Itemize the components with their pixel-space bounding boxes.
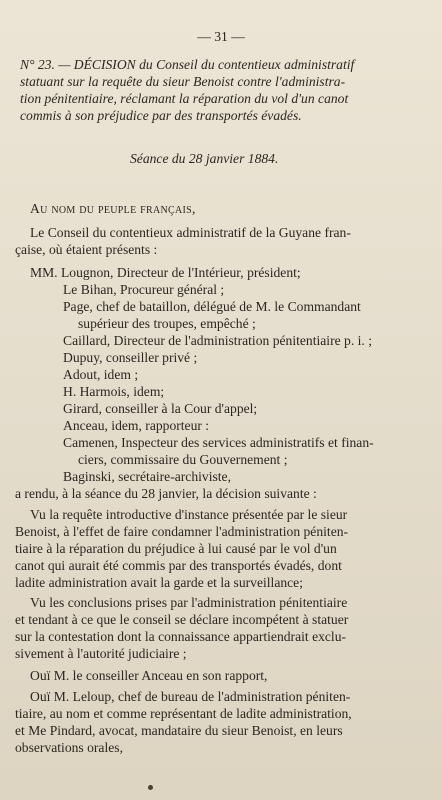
body-line: supérieur des troupes, empêché ; [78,316,256,331]
body-line: Baginski, secrétaire-archiviste, [63,469,231,484]
body-line: Vu les conclusions prises par l'administration pénitentiaire [30,595,348,610]
body-line: Camenen, Inspecteur des services administratifs et finan- [63,435,374,450]
body-line: H. Harmois, idem; [63,384,165,399]
page-number: — 31 — [197,29,245,44]
body-line: Dupuy, conseiller privé ; [63,350,198,365]
body-line: sur la contestation dont la connaissance appartiendrait exclu- [15,629,347,644]
body-line: Le Conseil du contentieux administratif de la Guyane fran- [30,225,351,240]
ink-spot [148,785,153,790]
salutation: Au nom du peuple français, [30,201,196,216]
body-line: a rendu, à la séance du 28 janvier, la décision suivante : [15,486,317,501]
body-line: Anceau, idem, rapporteur : [63,418,210,433]
body-line: et Me Pindard, avocat, mandataire du sieur Benoist, en leurs [15,723,343,738]
decision-heading-line: statuant sur la requête du sieur Benoist contre l'administra- [20,74,346,89]
body-line: çaise, où étaient présents : [15,242,158,257]
body-line: Le Bihan, Procureur général ; [63,282,225,297]
decision-heading-line: commis à son préjudice par des transportés évadés. [20,108,302,123]
session-date: Séance du 28 janvier 1884. [130,151,279,166]
body-line: Girard, conseiller à la Cour d'appel; [63,401,258,416]
body-line: tiaire à la réparation du préjudice à lui causé par le vol d'un [15,541,337,556]
body-line: ciers, commissaire du Gouvernement ; [78,452,288,467]
body-line: MM. Lougnon, Directeur de l'Intérieur, président; [30,265,301,280]
body-line: tiaire, au nom et comme représentant de ladite administration, [15,706,352,721]
body-line: Benoist, à l'effet de faire condamner l'administration péniten- [15,524,349,539]
body-line: ladite administration avait la garde et la surveillance; [15,575,303,590]
decision-heading-line: tion pénitentiaire, réclamant la réparation du vol d'un canot [20,91,349,106]
body-line: Page, chef de bataillon, délégué de M. le Commandant [63,299,361,314]
body-line: observations orales, [15,740,123,755]
body-line: Caillard, Directeur de l'administration pénitentiaire p. i. ; [63,333,372,348]
decision-heading-line: N° 23. — DÉCISION du Conseil du contentieux administratif [20,57,355,72]
body-line: Adout, idem ; [63,367,139,382]
body-line: Ouï M. le conseiller Anceau en son rapport, [30,668,268,683]
body-line: canot qui aurait été commis par des transportés évadés, dont [15,558,342,573]
body-line: Vu la requête introductive d'instance présentée par le sieur [30,507,348,522]
body-line: Ouï M. Leloup, chef de bureau de l'administration péniten- [30,689,351,704]
body-line: sivement à l'autorité judiciaire ; [15,646,187,661]
body-line: et tendant à ce que le conseil se déclare incompétent à statuer [15,612,349,627]
